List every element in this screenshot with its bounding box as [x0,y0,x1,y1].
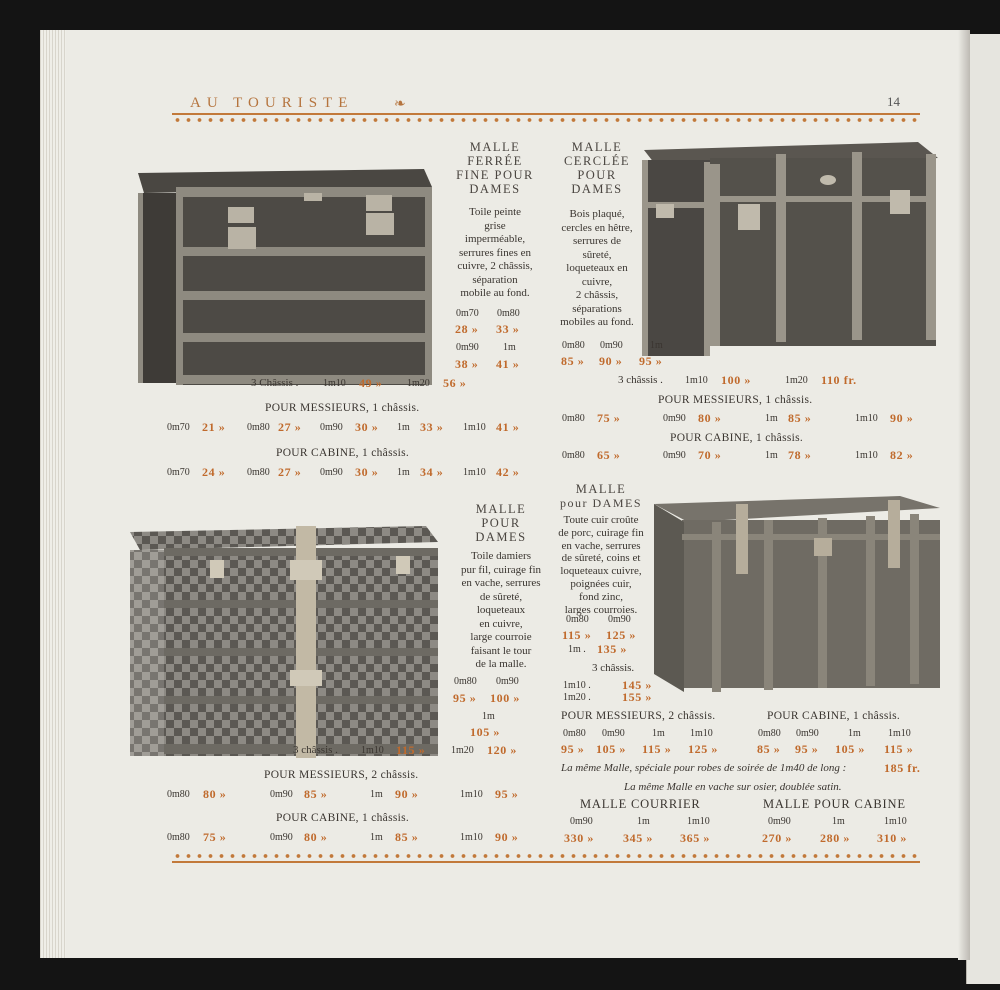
header-dotted-rule [172,117,920,123]
size: 0m90 [663,450,686,461]
price: 95 » [639,354,663,368]
size: 1m [637,816,650,827]
pour-messieurs-heading: POUR MESSIEURS, 1 châssis. [265,402,420,414]
size: 1m [397,422,410,433]
size: 1m [650,340,663,351]
size: 1m10 [323,378,346,389]
size: 1m [482,711,495,722]
size: 0m70 [167,467,190,478]
chassis-label: 3 châssis . [618,374,663,386]
size: 1m [765,450,778,461]
malle-cerclee-title: MALLE CERCLÉE POUR DAMES [563,140,631,196]
price: 24 » [202,465,226,479]
malle-damier-title: MALLE POUR DAMES [475,502,527,544]
price: 110 fr. [821,373,857,387]
price: 80 » [203,787,227,801]
size: 0m90 [456,342,479,353]
price: 78 » [788,448,812,462]
price: 82 » [890,448,914,462]
price: 85 » [757,742,781,756]
price: 80 » [698,411,722,425]
malle-ferree-description: Toile peinte grise imperméable, serrures fines en cuivre, 2 châssis, séparation mobile au fond. [457,206,533,299]
price: 49 » [359,376,383,390]
price: 75 » [597,411,621,425]
page-stack-edge [40,30,66,958]
size: 0m90 [663,413,686,424]
running-header: AU TOURISTE [190,95,354,111]
malle-cuir-subtitle: pour DAMES [559,496,642,510]
price: 33 » [496,322,520,336]
size: 0m90 [768,816,791,827]
trunk-damier-image [126,520,440,760]
malle-damier-description: Toile damiers pur fil, cuirage fin en vache, serrures de sûreté, loqueteaux en cuivre, large courroie faisant le tour de la malle. [460,550,542,670]
size: 0m70 [167,422,190,433]
price: 75 » [203,830,227,844]
size: 0m80 [562,340,585,351]
price: 90 » [599,354,623,368]
size: 0m90 [270,832,293,843]
pour-cabine-heading: POUR CABINE, 1 châssis. [276,812,410,824]
size: 0m80 [454,676,477,687]
size: 1m [397,467,410,478]
size: 1m10 [463,422,486,433]
price: 125 » [606,628,636,642]
size: 1m20 [785,375,808,386]
size: 1m [848,728,861,739]
trunk-malle-cerclee-image [638,140,940,358]
size: 0m80 [167,832,190,843]
price: 21 » [202,420,226,434]
price: 365 » [680,831,710,845]
size: 0m80 [562,450,585,461]
price: 310 » [877,831,907,845]
price: 38 » [455,357,479,371]
size: 0m90 [570,816,593,827]
size: 1m [832,816,845,827]
price: 30 » [355,420,379,434]
chassis-label: 3 châssis. [592,662,635,674]
chassis-label: 3 châssis . [293,744,338,756]
price: 95 » [453,691,477,705]
size: 1m10 [690,728,713,739]
price: 115 » [884,742,914,756]
price: 90 » [395,787,419,801]
size: 0m90 [608,614,631,625]
size: 1m10 [855,413,878,424]
size: 1m10 [888,728,911,739]
chassis-label: 3 Châssis . [251,377,299,389]
price: 30 » [355,465,379,479]
price: 120 » [487,743,517,757]
price: 115 » [642,742,672,756]
size: 0m80 [167,789,190,800]
price: 270 » [762,831,792,845]
price: 41 » [496,420,520,434]
size: 1m [765,413,778,424]
size: 0m70 [456,308,479,319]
size: 1m [652,728,665,739]
price: 95 » [561,742,585,756]
price: 85 » [788,411,812,425]
size: 1m10 [460,789,483,800]
price: 70 » [698,448,722,462]
size: 0m80 [563,728,586,739]
price: 85 » [561,354,585,368]
trunk-cuir-image [652,494,942,694]
pour-cabine-heading: POUR CABINE, 1 châssis. [767,710,901,722]
pour-messieurs-heading: POUR MESSIEURS, 1 châssis. [658,394,813,406]
price: 42 » [496,465,520,479]
price: 95 » [795,742,819,756]
malle-courrier-heading: MALLE COURRIER [580,797,701,811]
size: 0m80 [497,308,520,319]
size: 0m90 [600,340,623,351]
price: 100 » [721,373,751,387]
price: 155 » [622,690,652,704]
price: 100 » [490,691,520,705]
price: 56 » [443,376,467,390]
size: 0m90 [270,789,293,800]
price: 145 » [622,678,652,692]
size: 0m90 [496,676,519,687]
page-number: 14 [887,94,900,109]
price: 34 » [420,465,444,479]
size: 0m80 [247,467,270,478]
size: 1m10 . [563,680,591,691]
price: 105 » [470,725,500,739]
robes-soiree-price: 185 fr. [884,761,921,775]
size: 0m90 [320,467,343,478]
size: 0m90 [320,422,343,433]
size: 1m10 [687,816,710,827]
book-gutter [958,30,970,960]
pour-cabine-heading: POUR CABINE, 1 châssis. [276,447,410,459]
price: 105 » [596,742,626,756]
malle-cuir-title: MALLE [575,482,627,496]
price: 95 » [495,787,519,801]
price: 90 » [890,411,914,425]
size: 1m20 [451,745,474,756]
price: 33 » [420,420,444,434]
price: 27 » [278,420,302,434]
pour-messieurs-heading: POUR MESSIEURS, 2 châssis. [264,769,419,781]
pour-messieurs-heading: POUR MESSIEURS, 2 châssis. [561,710,716,722]
price: 125 » [688,742,718,756]
osier-note: La même Malle en vache sur osier, doublée satin. [624,781,842,793]
size: 1m10 [685,375,708,386]
malle-pour-cabine-heading: MALLE POUR CABINE [763,797,906,811]
size: 0m80 [758,728,781,739]
price: 90 » [495,830,519,844]
price: 41 » [496,357,520,371]
pour-cabine-heading: POUR CABINE, 1 châssis. [670,432,804,444]
malle-cerclee-description: Bois plaqué, cercles en hêtre, serrures de sûreté, loqueteaux en cuivre, 2 châssis, séparations mobiles au fond. [560,208,634,328]
size: 1m [370,832,383,843]
price: 105 » [835,742,865,756]
size: 1m [370,789,383,800]
price: 28 » [455,322,479,336]
footer-rule [172,861,920,863]
price: 135 » [597,642,627,656]
size: 1m [503,342,516,353]
malle-ferree-title: MALLE FERRÉE FINE POUR DAMES [456,140,534,196]
size: 1m10 [855,450,878,461]
size: 0m80 [566,614,589,625]
size: 0m90 [602,728,625,739]
size: 1m10 [463,467,486,478]
footer-dotted-rule [172,853,920,859]
price: 27 » [278,465,302,479]
price: 330 » [564,831,594,845]
robes-soiree-note: La même Malle, spéciale pour robes de soirée de 1m40 de long : [561,762,847,774]
size: 1m10 [361,745,384,756]
price: 280 » [820,831,850,845]
size: 1m . [568,644,586,655]
price: 115 » [562,628,592,642]
price: 115 » [396,743,426,757]
price: 85 » [395,830,419,844]
header-rule [172,113,920,115]
malle-cuir-description: Toute cuir croûte de porc, cuirage fin en vache, serrures de sûreté, coins et loqueteaux cuivre, poignées cuir, fond zinc, larges courroies. [558,514,644,616]
price: 345 » [623,831,653,845]
size: 0m80 [247,422,270,433]
fleuron-ornament: ❧ [394,97,406,112]
size: 0m90 [796,728,819,739]
size: 0m80 [562,413,585,424]
size: 1m20 . [563,692,591,703]
price: 85 » [304,787,328,801]
facing-page-edge [966,34,1000,984]
price: 80 » [304,830,328,844]
size: 1m10 [460,832,483,843]
trunk-malle-ferree-image [134,165,436,387]
size: 1m10 [884,816,907,827]
price: 65 » [597,448,621,462]
size: 1m20 [407,378,430,389]
